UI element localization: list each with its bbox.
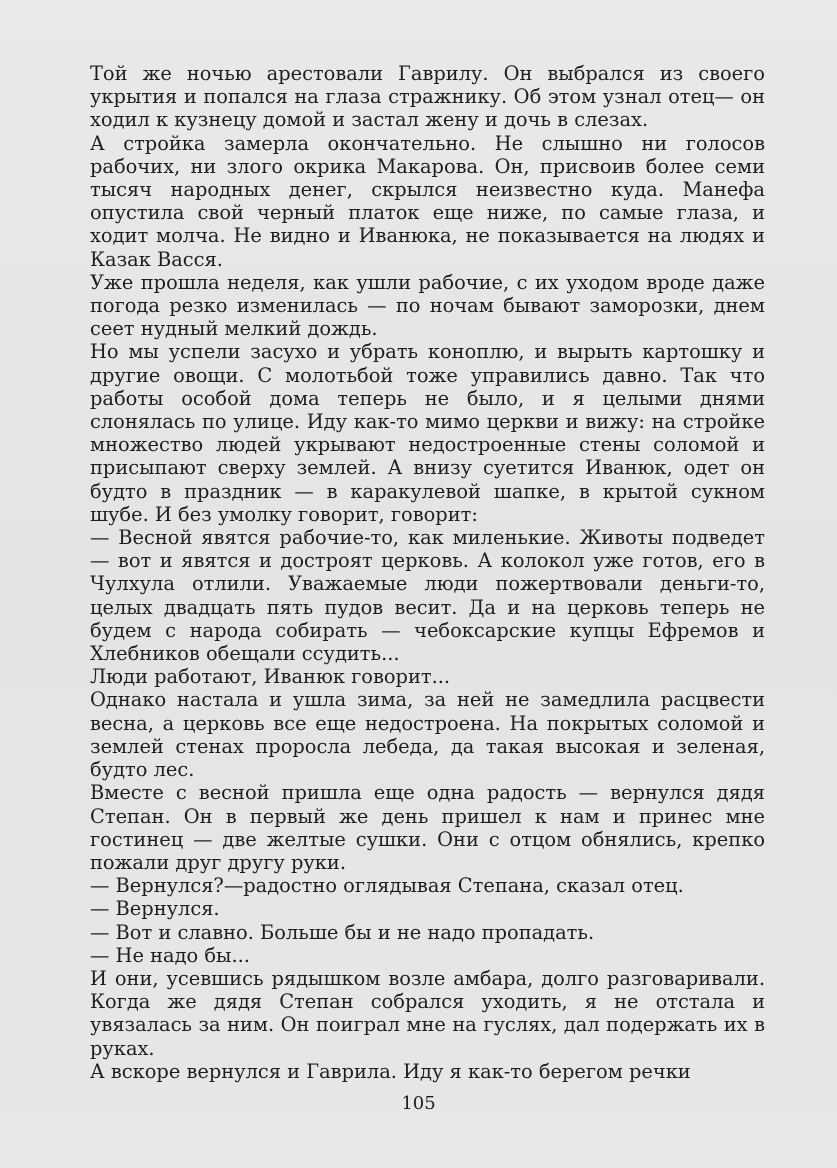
paragraph: — Весной явятся рабочие-то, как миленькие. Животы подведет — вот и явятся и достроят церковь. А колокол уже готов, его в Чулхула отлили. Уважаемые люди пожертвовали деньги-то, целых двадцать пять пудов весит. Да и на церковь теперь не будем с народа собирать — чебоксарские купцы Ефремов и Хлебников обещали ссудить... [90,526,765,666]
dialogue-line: — Вернулся?—радостно оглядывая Степана, сказал отец. [90,874,684,898]
paragraph: Люди работают, Иванюк говорит... [90,665,451,689]
paragraph: Вместе с весной пришла еще одна радость — вернулся дядя Степан. Он в первый же день пришел к нам и принес мне гостинец — две желтые сушки. Они с отцом обнялись, крепко пожали друг другу руки. [90,781,765,874]
page-number: 105 [401,1093,436,1114]
body-text [90,62,765,1083]
paragraph: А вскоре вернулся и Гаврила. Иду я как-то берегом речки [90,1059,691,1083]
dialogue-line: — Не надо бы... [90,943,250,967]
paragraph: Уже прошла неделя, как ушли рабочие, с их уходом вроде даже погода резко изменилась — по ночам бывают заморозки, днем сеет нудный мелкий дождь. [90,270,765,341]
paragraph: Однако настала и ушла зима, за ней не замедлила расцвести весна, а церковь все еще недостроена. На покрытых соломой и землей стенах проросла лебеда, да такая высокая и зеленая, будто лес. [90,688,765,782]
paragraph: Той же ночью арестовали Гаврилу. Он выбрался из своего укрытия и попался на глаза стражнику. Об этом узнал отец— он ходил к кузнецу домой и застал жену и дочь в слезах. [90,62,765,132]
dialogue-line: — Вот и славно. Больше бы и не надо пропадать. [90,920,595,944]
dialogue-line: — Вернулся. [90,897,220,921]
paragraph: А стройка замерла окончательно. Не слышно ни голосов рабочих, ни злого окрика Макарова. Он, присвоив более семи тысяч народных денег, скрылся неизвестно куда. Манефа опустила свой черный платок еще ниже, по самые глаза, и ходит молча. Не видно и Иванюка, не показывается на людях и Казак Васся. [90,131,765,271]
paragraph: И они, усевшись рядышком возле амбара, долго разговаривали. Когда же дядя Степан собрался уходить, я не отстала и увязалась за ним. Он поиграл мне на гуслях, дал подержать их в руках. [90,966,765,1060]
paragraph: Но мы успели засухо и убрать коноплю, и вырыть картошку и другие овощи. С молотьбой тоже управились давно. Так что работы особой дома теперь не было, и я целыми днями слонялась по улице. Иду как-то мимо церкви и вижу: на стройке множество людей укрывают недостроенные стены соломой и присыпают сверху землей. А внизу суетится Иванюк, одет он будто в праздник — в каракулевой шапке, в крытой сукном шубе. И без умолку говорит, говорит: [90,340,765,526]
